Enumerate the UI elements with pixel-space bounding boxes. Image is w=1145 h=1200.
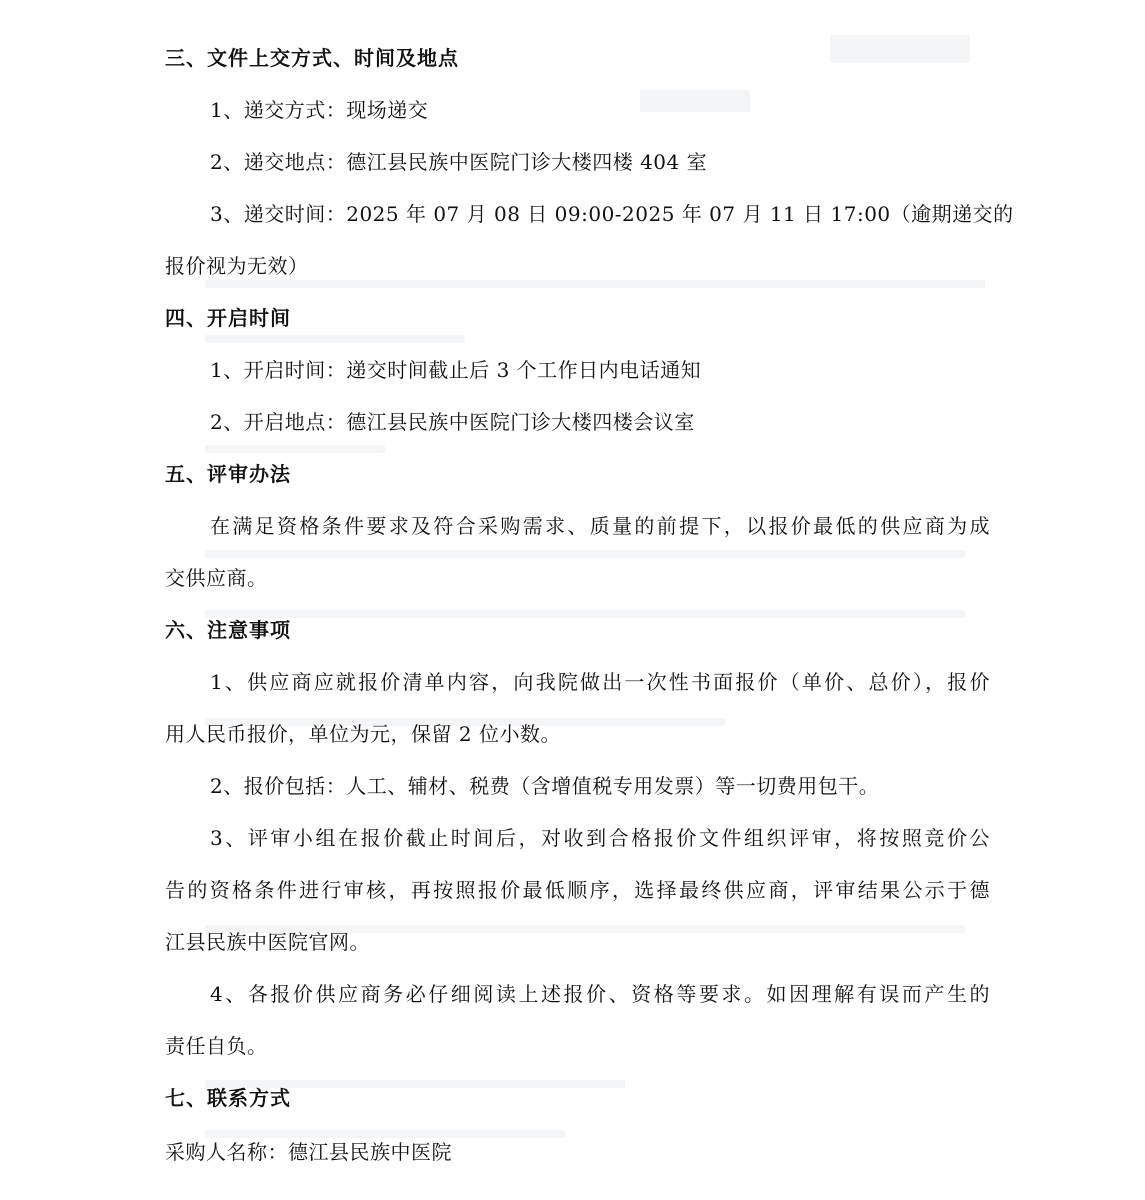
section-heading-3: 三、文件上交方式、时间及地点 — [165, 46, 459, 70]
notice-item-3: 3、评审小组在报价截止时间后，对收到合格报价文件组织评审，将按照竞价公 — [210, 826, 990, 850]
submission-location: 2、递交地点：德江县民族中医院门诊大楼四楼 404 室 — [210, 150, 708, 174]
evaluation-paragraph-line: 在满足资格条件要求及符合采购需求、质量的前提下，以报价最低的供应商为成 — [210, 514, 990, 538]
section-heading-6: 六、注意事项 — [165, 618, 291, 642]
bleed-through-mark — [205, 550, 965, 558]
notice-item-4: 4、各报价供应商务必仔细阅读上述报价、资格等要求。如因理解有误而产生的 — [210, 982, 990, 1006]
purchaser-name: 采购人名称：德江县民族中医院 — [165, 1140, 452, 1164]
notice-item-2: 2、报价包括：人工、辅材、税费（含增值税专用发票）等一切费用包干。 — [210, 774, 880, 798]
evaluation-paragraph-line: 交供应商。 — [165, 566, 268, 590]
bleed-through-mark — [205, 1130, 565, 1138]
section-heading-7: 七、联系方式 — [165, 1086, 291, 1110]
submission-method: 1、递交方式：现场递交 — [210, 98, 429, 122]
bleed-through-mark — [205, 280, 985, 288]
submission-time: 3、递交时间：2025 年 07 月 08 日 09:00-2025 年 07 月 11 日 17:00（逾期递交的 — [210, 202, 1014, 226]
notice-item-1-cont: 用人民币报价，单位为元，保留 2 位小数。 — [165, 722, 561, 746]
bleed-through-mark — [640, 90, 750, 112]
section-heading-4: 四、开启时间 — [165, 306, 291, 330]
opening-time: 1、开启时间：递交时间截止后 3 个工作日内电话通知 — [210, 358, 702, 382]
opening-location: 2、开启地点：德江县民族中医院门诊大楼四楼会议室 — [210, 410, 695, 434]
notice-item-3-cont: 江县民族中医院官网。 — [165, 930, 370, 954]
bleed-through-mark — [205, 335, 465, 343]
bleed-through-mark — [830, 35, 970, 63]
submission-time-cont: 报价视为无效） — [165, 254, 309, 278]
notice-item-3-cont: 告的资格条件进行审核，再按照报价最低顺序，选择最终供应商，评审结果公示于德 — [165, 878, 990, 902]
notice-item-1: 1、供应商应就报价清单内容，向我院做出一次性书面报价（单价、总价），报价 — [210, 670, 990, 694]
section-heading-5: 五、评审办法 — [165, 462, 291, 486]
bleed-through-mark — [205, 445, 385, 453]
bleed-through-mark — [205, 610, 965, 618]
notice-item-4-cont: 责任自负。 — [165, 1034, 268, 1058]
